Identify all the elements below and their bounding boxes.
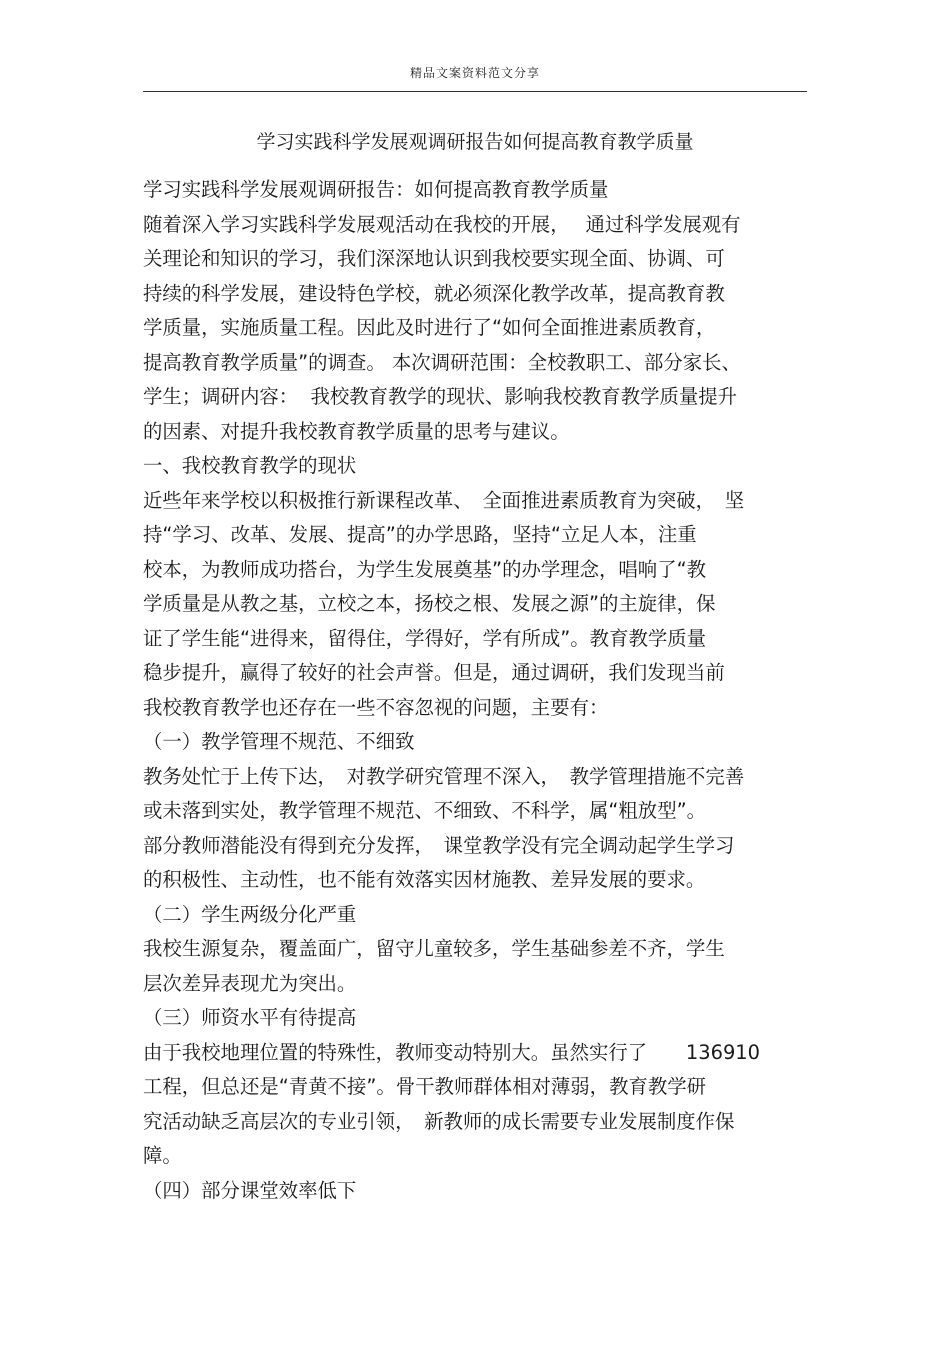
paragraph-line: 持续的科学发展，建设特色学校，就必须深化教学改革，提高教育教: [143, 281, 725, 305]
subsection-heading: （一）教学管理不规范、不细致: [143, 730, 415, 753]
paragraph-line: 障。: [143, 1144, 182, 1167]
paragraph-line: 持“学习、改革、发展、提高”的办学思路，坚持“立足人本，注重: [143, 523, 697, 546]
paragraph-line: 稳步提升，赢得了较好的社会声誉。但是，通过调研，我们发现当前: [143, 661, 725, 684]
paragraph-line: 的积极性、主动性，也不能有效落实因材施教、差异发展的要求。: [143, 868, 706, 891]
paragraph-line: 学质量，实施质量工程。因此及时进行了“如何全面推进素质教育，: [143, 316, 716, 339]
subsection-heading: （二）学生两级分化严重: [143, 902, 357, 926]
header-divider: [143, 91, 807, 92]
paragraph-line: 层次差异表现尤为突出。: [143, 971, 357, 995]
paragraph-line: 究活动缺乏高层次的专业引领， 新教师的成长需要专业发展制度作保: [143, 1109, 735, 1133]
paragraph-line: 提高教育教学质量”的调查。 本次调研范围：全校教职工、部分家长、: [143, 350, 741, 374]
paragraph-line: 学生；调研内容： 我校教育教学的现状、影响我校教育教学质量提升: [143, 385, 738, 408]
document-body: [143, 173, 807, 1208]
paragraph-line: 由于我校地理位置的特殊性，教师变动特别大。虽然实行了 136910: [143, 1040, 760, 1064]
paragraph-line: 关理论和知识的学习，我们深深地认识到我校要实现全面、协调、可: [143, 247, 725, 270]
section-heading: 一、我校教育教学的现状: [143, 454, 357, 477]
subsection-heading: （四）部分课堂效率低下: [143, 1178, 357, 1202]
document-title: 学习实践科学发展观调研报告如何提高教育教学质量: [256, 131, 694, 153]
paragraph-line: 的因素、对提升我校教育教学质量的思考与建议。: [143, 419, 570, 443]
paragraph-line: 学质量是从教之基，立校之本，扬校之根、发展之源”的主旋律，保: [143, 592, 716, 615]
subtitle-line: 学习实践科学发展观调研报告：如何提高教育教学质量: [143, 178, 609, 201]
paragraph-line: 或未落到实处，教学管理不规范、不细致、不科学，属“粗放型”。: [143, 799, 707, 822]
subsection-heading: （三）师资水平有待提高: [143, 1006, 357, 1029]
paragraph-line: 校本，为教师成功搭台，为学生发展奠基”的办学理念，唱响了“教: [143, 557, 707, 581]
paragraph-line: 随着深入学习实践科学发展观活动在我校的开展， 通过科学发展观有: [143, 212, 741, 236]
paragraph-line: 我校生源复杂，覆盖面广，留守儿童较多，学生基础参差不齐，学生: [143, 937, 725, 960]
paragraph-line: 部分教师潜能没有得到充分发挥， 课堂教学没有完全调动起学生学习: [143, 833, 735, 857]
paragraph-line: 教务处忙于上传下达， 对教学研究管理不深入， 教学管理措施不完善: [143, 764, 745, 788]
paragraph-line: 证了学生能“进得来，留得住，学得好，学有所成”。教育教学质量: [143, 626, 707, 650]
paragraph-line: 工程，但总还是“青黄不接”。骨干教师群体相对薄弱，教育教学研: [143, 1075, 707, 1098]
paragraph-line: 近些年来学校以积极推行新课程改革、 全面推进素质教育为突破， 坚: [143, 488, 745, 512]
page-header: 精品文案资料范文分享: [409, 66, 540, 80]
paragraph-line: 我校教育教学也还存在一些不容忽视的问题，主要有：: [143, 695, 609, 719]
